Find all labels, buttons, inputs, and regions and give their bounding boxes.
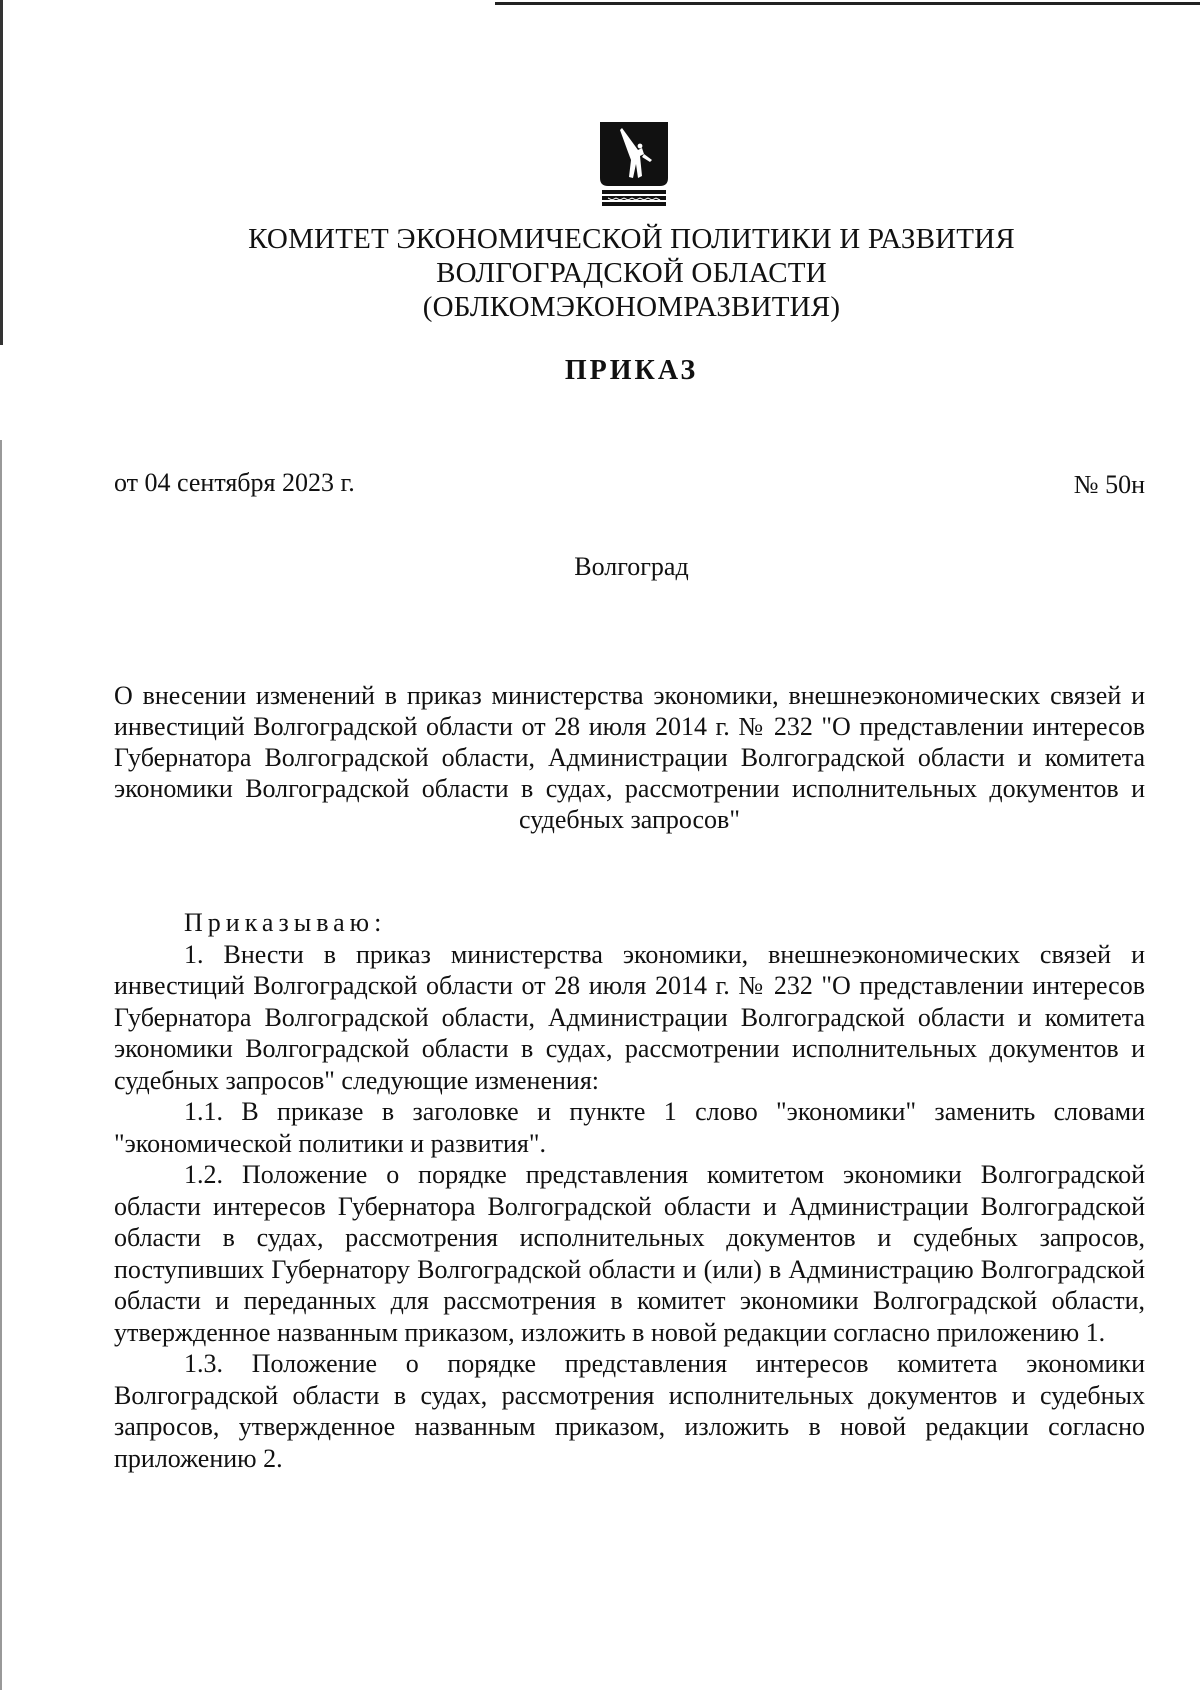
paragraph-1-1: 1.1. В приказе в заголовке и пункте 1 слово "экономики" заменить словами "экономической политики и развития". <box>114 1097 1145 1158</box>
paragraph-1: 1. Внести в приказ министерства экономики, внешнеэкономических связей и инвестиций Волгоградской области от 28 июля 2014 г. № 232 "О представлении интересов Губернатора Волгоградской области, Администрации Волгоградской области и комитета экономики Волгоградской области в судах, рассмотрении исполнительных документов и судебных запросов" следующие изменения: <box>114 939 1145 1095</box>
scan-edge-top <box>495 2 1200 5</box>
document-city: Волгоград <box>574 552 689 581</box>
issuer-header <box>0 222 1200 324</box>
document-type-title: ПРИКАЗ <box>564 355 699 386</box>
issuer-name-line2: ВОЛГОГРАДСКОЙ ОБЛАСТИ <box>436 257 827 289</box>
document-date: от 04 сентября 2023 г. <box>114 468 355 497</box>
paragraph-1-2: 1.2. Положение о порядке представления комитетом экономики Волгоградской области интересов Губернатора Волгоградской области и Администрации Волгоградской области в судах, рассмотрения исполнительных документов и судебных запросов, поступивших Губернатору Волгоградской области и (или) в Администрацию Волгоградской области и переданных для рассмотрения в комитет экономики Волгоградской области, утвержденное названным приказом, изложить в новой редакции согласно приложению 1. <box>114 1160 1145 1347</box>
document-body <box>114 907 1145 1474</box>
order-word: Приказываю: <box>184 908 387 937</box>
document-number: № 50н <box>1073 470 1145 499</box>
volgograd-coat-of-arms-icon <box>598 120 670 212</box>
paragraph-1-3: 1.3. Положение о порядке представления интересов комитета экономики Волгоградской области в судах, рассмотрения исполнительных документов и судебных запросов, утвержденное названным приказом, изложить в новой редакции согласно приложению 2. <box>114 1349 1145 1473</box>
document-subject: О внесении изменений в приказ министерства экономики, внешнеэкономических связей и инвестиций Волгоградской области от 28 июля 2014 г. № 232 "О представлении интересов Губернатора Волгоградской области, Администрации Волгоградской области и комитета экономики Волгоградской области в судах, рассмотрении исполнительных документов и судебных запросов" <box>114 681 1145 834</box>
scan-edge-left-faint <box>0 440 2 1690</box>
issuer-name-line1: КОМИТЕТ ЭКОНОМИЧЕСКОЙ ПОЛИТИКИ И РАЗВИТИЯ <box>248 223 1015 255</box>
issuer-abbreviation: (ОБЛКОМЭКОНОМРАЗВИТИЯ) <box>422 291 841 323</box>
